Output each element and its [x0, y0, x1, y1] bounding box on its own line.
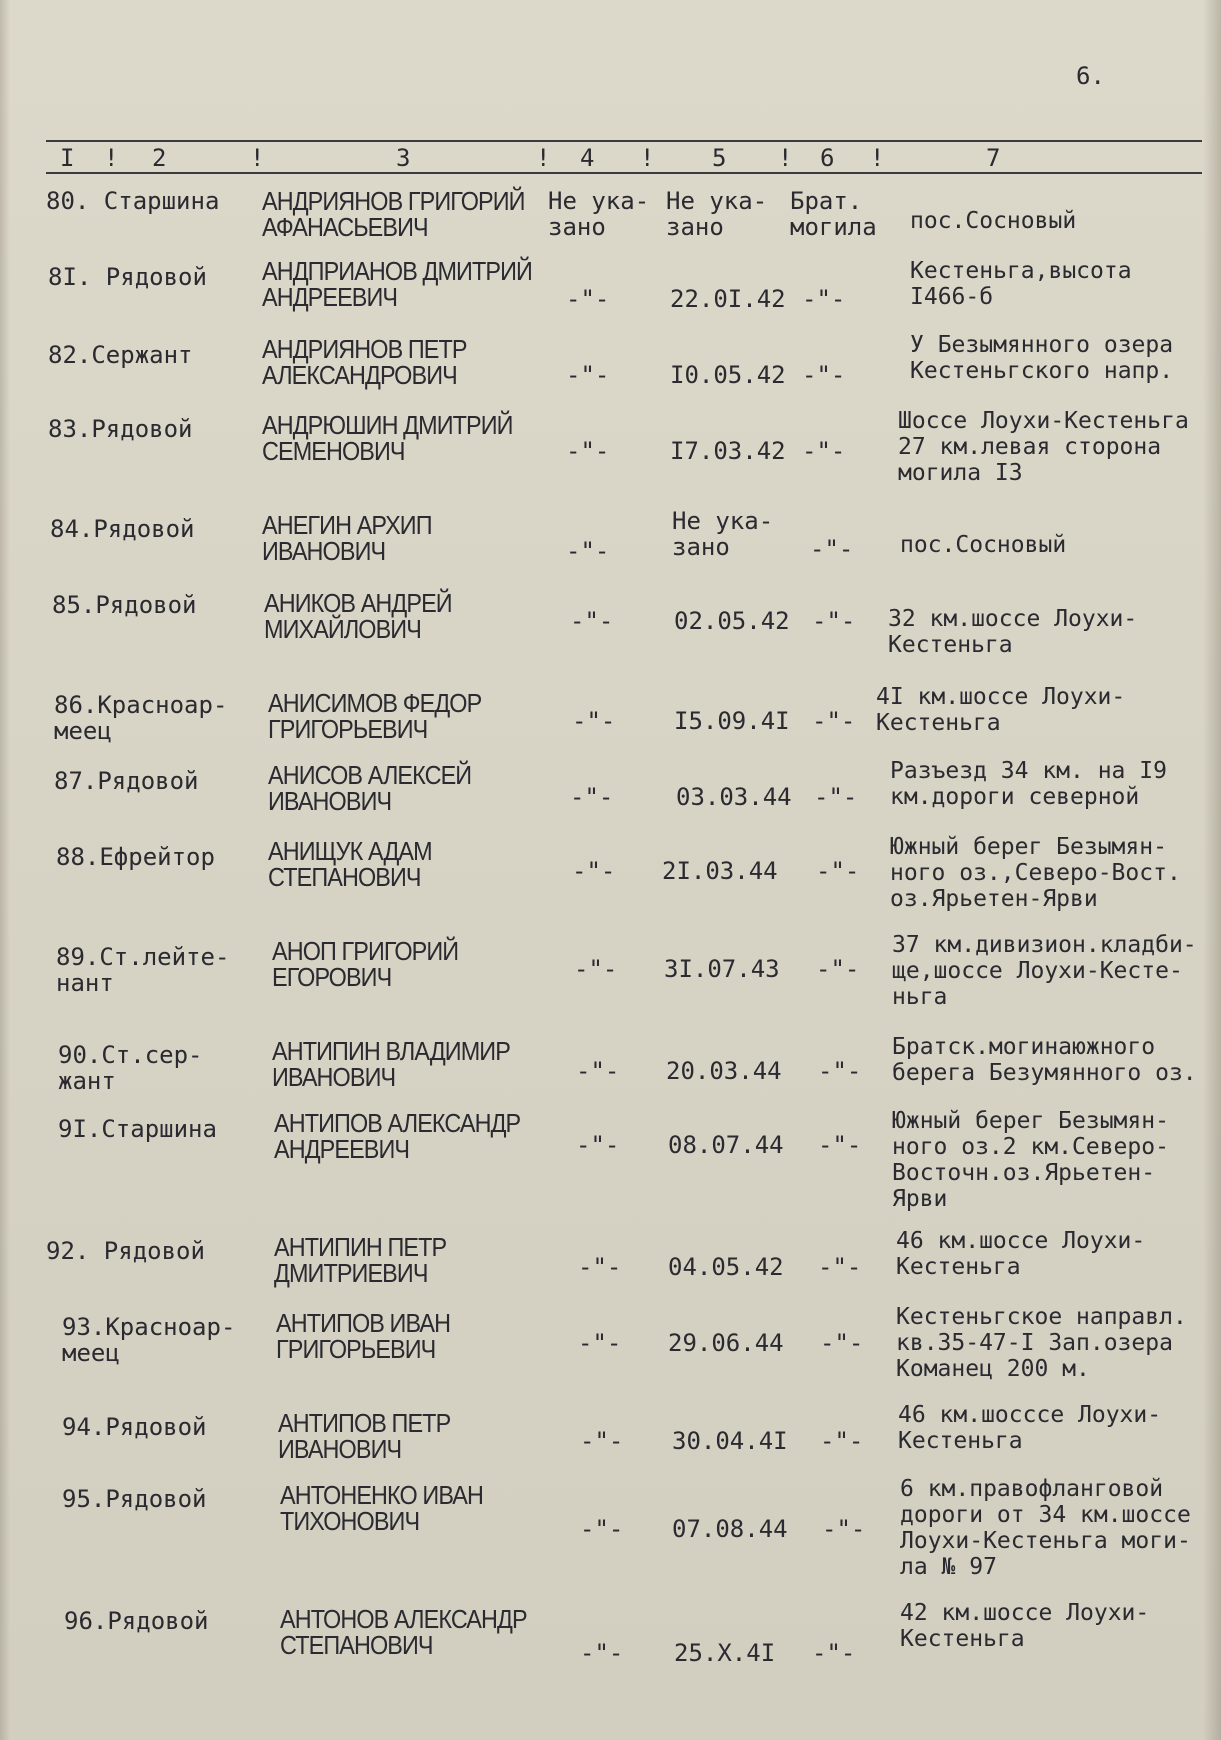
death-date-cell: 03.03.44	[676, 783, 792, 811]
birth-cell: -"-	[566, 361, 610, 389]
burial-place-cell: Кестеньгское направл. кв.35-47-I Зап.озера Команец 200 м.	[896, 1304, 1187, 1382]
rank-cell: 96.Рядовой	[64, 1607, 209, 1635]
burial-type-cell: -"-	[820, 1329, 864, 1357]
death-date-cell: Не ука- зано	[672, 507, 774, 561]
column-header-7: 7	[986, 144, 1001, 172]
rank-cell: 92. Рядовой	[46, 1237, 205, 1265]
rank-cell: 84.Рядовой	[50, 515, 195, 543]
birth-cell: -"-	[580, 1639, 624, 1667]
name-cell: АНЕГИН АРХИП ИВАНОВИЧ	[262, 510, 432, 566]
name-cell: АНОП ГРИГОРИЙ ЕГОРОВИЧ	[272, 936, 459, 992]
birth-cell: -"-	[566, 537, 610, 565]
name-cell: АНИСИМОВ ФЕДОР ГРИГОРЬЕВИЧ	[268, 688, 482, 744]
death-date-cell: 04.05.42	[668, 1253, 784, 1281]
column-header-1: I	[60, 144, 75, 172]
birth-cell: -"-	[572, 707, 616, 735]
burial-type-cell: -"-	[812, 707, 856, 735]
name-cell: АНТОНЕНКО ИВАН ТИХОНОВИЧ	[280, 1480, 483, 1536]
name-cell: АНДРЮШИН ДМИТРИЙ СЕМЕНОВИЧ	[262, 410, 513, 466]
burial-type-cell: -"-	[818, 1057, 862, 1085]
header-rule-top	[46, 140, 1202, 142]
column-header-3: 3	[396, 144, 411, 172]
burial-type-cell: -"-	[816, 857, 860, 885]
rank-cell: 85.Рядовой	[52, 591, 197, 619]
death-date-cell: 07.08.44	[672, 1515, 788, 1543]
birth-cell: -"-	[570, 607, 614, 635]
column-header-4: 4	[580, 144, 595, 172]
burial-type-cell: -"-	[814, 783, 858, 811]
birth-cell: -"-	[570, 783, 614, 811]
burial-type-cell: -"-	[802, 437, 846, 465]
birth-cell: -"-	[578, 1329, 622, 1357]
burial-place-cell: 42 км.шоссе Лоухи- Кестеньга	[900, 1600, 1150, 1652]
rank-cell: 82.Сержант	[48, 341, 193, 369]
page-number: 6.	[1076, 62, 1105, 90]
rank-cell: 9I.Старшина	[58, 1115, 217, 1143]
death-date-cell: 20.03.44	[666, 1057, 782, 1085]
column-separator: !	[870, 144, 885, 172]
column-separator: !	[640, 144, 655, 172]
name-cell: АНТОНОВ АЛЕКСАНДР СТЕПАНОВИЧ	[280, 1604, 527, 1660]
column-header-2: 2	[152, 144, 167, 172]
birth-cell: -"-	[566, 437, 610, 465]
burial-type-cell: -"-	[802, 361, 846, 389]
name-cell: АНДРИЯНОВ ПЕТР АЛЕКСАНДРОВИЧ	[262, 334, 467, 390]
burial-place-cell: Южный берег Безымян- ного оз.,Северо-Вост. оз.Ярьетен-Ярви	[890, 834, 1181, 912]
rank-cell: 88.Ефрейтор	[56, 843, 215, 871]
burial-place-cell: 46 км.шоссе Лоухи- Кестеньга	[896, 1228, 1146, 1280]
burial-place-cell: Южный берег Безымян- ного оз.2 км.Северо- Восточн.оз.Ярьетен- Ярви	[892, 1108, 1169, 1212]
burial-type-cell: -"-	[816, 955, 860, 983]
death-date-cell: 02.05.42	[674, 607, 790, 635]
page-edge-shadow-right	[1203, 0, 1221, 1740]
name-cell: АНИЩУК АДАМ СТЕПАНОВИЧ	[268, 836, 432, 892]
page-edge-shadow-left	[0, 0, 10, 1740]
birth-cell: -"-	[580, 1427, 624, 1455]
burial-place-cell: Кестеньга,высота I466-б	[910, 258, 1132, 310]
death-date-cell: 3I.07.43	[664, 955, 780, 983]
rank-cell: 80. Старшина	[46, 187, 220, 215]
birth-cell: -"-	[566, 285, 610, 313]
birth-cell: -"-	[580, 1515, 624, 1543]
header-rule-bottom	[46, 172, 1202, 174]
death-date-cell: I0.05.42	[670, 361, 786, 389]
name-cell: АНДРИЯНОВ ГРИГОРИЙ АФАНАСЬЕВИЧ	[262, 186, 525, 242]
birth-cell: -"-	[574, 955, 618, 983]
column-separator: !	[536, 144, 551, 172]
death-date-cell: Не ука- зано	[666, 187, 768, 241]
burial-place-cell: У Безымянного озера Кестеньгского напр.	[910, 332, 1174, 384]
rank-cell: 94.Рядовой	[62, 1413, 207, 1441]
burial-type-cell: -"-	[812, 607, 856, 635]
rank-cell: 90.Ст.сер- жант	[58, 1041, 203, 1095]
burial-type-cell: -"-	[822, 1515, 866, 1543]
burial-place-cell: Разъезд 34 км. на I9 км.дороги северной	[890, 758, 1167, 810]
burial-type-cell: Брат. могила	[790, 187, 877, 241]
name-cell: АНИКОВ АНДРЕЙ МИХАЙЛОВИЧ	[264, 588, 452, 644]
birth-cell: -"-	[576, 1057, 620, 1085]
birth-cell: -"-	[576, 1131, 620, 1159]
burial-place-cell: пос.Сосновый	[910, 208, 1077, 234]
burial-place-cell: пос.Сосновый	[900, 532, 1067, 558]
column-separator: !	[104, 144, 119, 172]
rank-cell: 93.Красноар- меец	[62, 1313, 236, 1367]
rank-cell: 8I. Рядовой	[48, 263, 207, 291]
death-date-cell: 2I.03.44	[662, 857, 778, 885]
column-header-5: 5	[712, 144, 727, 172]
birth-cell: -"-	[572, 857, 616, 885]
rank-cell: 83.Рядовой	[48, 415, 193, 443]
name-cell: АНТИПОВ ПЕТР ИВАНОВИЧ	[278, 1408, 451, 1464]
name-cell: АНТИПОВ АЛЕКСАНДР АНДРЕЕВИЧ	[274, 1108, 521, 1164]
burial-type-cell: -"-	[818, 1253, 862, 1281]
burial-type-cell: -"-	[818, 1131, 862, 1159]
birth-cell: Не ука- зано	[548, 187, 650, 241]
column-separator: !	[778, 144, 793, 172]
death-date-cell: 30.04.4I	[672, 1427, 788, 1455]
rank-cell: 89.Ст.лейте- нант	[56, 943, 230, 997]
death-date-cell: 08.07.44	[668, 1131, 784, 1159]
name-cell: АНДПРИАНОВ ДМИТРИЙ АНДРЕЕВИЧ	[262, 256, 532, 312]
burial-type-cell: -"-	[820, 1427, 864, 1455]
burial-place-cell: 37 км.дивизион.кладби- ще,шоссе Лоухи-Кесте- ньга	[892, 932, 1197, 1010]
birth-cell: -"-	[578, 1253, 622, 1281]
burial-place-cell: 6 км.правофланговой дороги от 34 км.шоссе Лоухи-Кестеньга моги- ла № 97	[900, 1476, 1191, 1580]
column-header-6: 6	[820, 144, 835, 172]
death-date-cell: I5.09.4I	[674, 707, 790, 735]
name-cell: АНТИПИН ВЛАДИМИР ИВАНОВИЧ	[272, 1036, 510, 1092]
burial-place-cell: 46 км.шосссе Лоухи- Кестеньга	[898, 1402, 1162, 1454]
burial-type-cell: -"-	[810, 535, 854, 563]
burial-place-cell: Шоссе Лоухи-Кестеньга 27 км.левая сторона могила I3	[898, 408, 1189, 486]
burial-place-cell: 32 км.шоссе Лоухи- Кестеньга	[888, 606, 1138, 658]
burial-place-cell: 4I км.шоссе Лоухи- Кестеньга	[876, 684, 1126, 736]
name-cell: АНТИПИН ПЕТР ДМИТРИЕВИЧ	[274, 1232, 447, 1288]
rank-cell: 87.Рядовой	[54, 767, 199, 795]
name-cell: АНТИПОВ ИВАН ГРИГОРЬЕВИЧ	[276, 1308, 451, 1364]
burial-type-cell: -"-	[802, 285, 846, 313]
column-separator: !	[250, 144, 265, 172]
rank-cell: 86.Красноар- меец	[54, 691, 228, 745]
death-date-cell: 22.0I.42	[670, 285, 786, 313]
rank-cell: 95.Рядовой	[62, 1485, 207, 1513]
burial-type-cell: -"-	[812, 1639, 856, 1667]
death-date-cell: 29.06.44	[668, 1329, 784, 1357]
name-cell: АНИСОВ АЛЕКСЕЙ ИВАНОВИЧ	[268, 760, 472, 816]
burial-place-cell: Братск.могинаюжного берега Безумянного оз.	[892, 1034, 1197, 1086]
death-date-cell: I7.03.42	[670, 437, 786, 465]
death-date-cell: 25.X.4I	[674, 1639, 776, 1667]
